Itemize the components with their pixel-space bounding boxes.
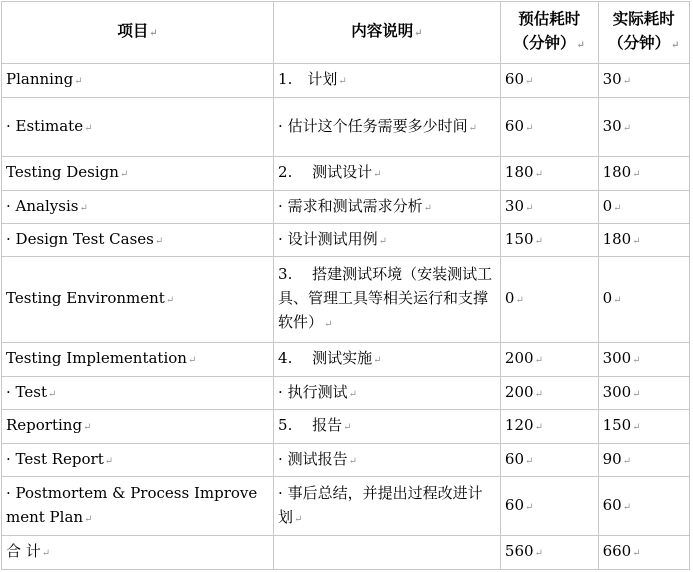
header-description: 内容说明↵ <box>274 2 501 64</box>
total-estimated: 560↵ <box>500 536 598 570</box>
table-row <box>2 410 690 444</box>
cell-estimated: 200↵ <box>500 343 598 377</box>
cell-actual: 0↵ <box>598 191 689 224</box>
cell-estimated: 0↵ <box>500 257 598 343</box>
cell-item: · Design Test Cases↵ <box>2 224 274 257</box>
cell-description: · 需求和测试需求分析↵ <box>274 191 501 224</box>
header-actual-time: 实际耗时（分钟）↵ <box>598 2 689 64</box>
table-row <box>2 444 690 477</box>
cell-description: · 测试报告↵ <box>274 444 501 477</box>
cell-description: 5. 报告↵ <box>274 410 501 444</box>
cell-item: · Estimate↵ <box>2 98 274 157</box>
cell-estimated: 30↵ <box>500 191 598 224</box>
cell-estimated: 60↵ <box>500 444 598 477</box>
total-row <box>2 536 690 570</box>
table-row <box>2 157 690 191</box>
psp-time-table <box>1 1 690 570</box>
header-item: 项目↵ <box>2 2 274 64</box>
cell-description: · 设计测试用例↵ <box>274 224 501 257</box>
table-row <box>2 477 690 536</box>
cell-estimated: 120↵ <box>500 410 598 444</box>
cell-estimated: 180↵ <box>500 157 598 191</box>
cell-description: 4. 测试实施↵ <box>274 343 501 377</box>
cell-estimated: 60↵ <box>500 64 598 98</box>
cell-actual: 90↵ <box>598 444 689 477</box>
table-row <box>2 257 690 343</box>
cell-item: · Postmortem & Process Improvement Plan↵ <box>2 477 274 536</box>
total-description <box>274 536 501 570</box>
cell-actual: 300↵ <box>598 343 689 377</box>
cell-actual: 0↵ <box>598 257 689 343</box>
cell-actual: 30↵ <box>598 64 689 98</box>
cell-item: Testing Environment↵ <box>2 257 274 343</box>
cell-description: · 估计这个任务需要多少时间↵ <box>274 98 501 157</box>
cell-item: Reporting↵ <box>2 410 274 444</box>
cell-estimated: 60↵ <box>500 98 598 157</box>
cell-actual: 180↵ <box>598 157 689 191</box>
cell-description: 2. 测试设计↵ <box>274 157 501 191</box>
table-row <box>2 191 690 224</box>
cell-estimated: 150↵ <box>500 224 598 257</box>
cell-description: · 事后总结，并提出过程改进计划↵ <box>274 477 501 536</box>
table-row <box>2 377 690 410</box>
total-actual: 660↵ <box>598 536 689 570</box>
cell-item: Testing Design↵ <box>2 157 274 191</box>
cell-actual: 150↵ <box>598 410 689 444</box>
cell-actual: 60↵ <box>598 477 689 536</box>
header-estimated-time: 预估耗时（分钟）↵ <box>500 2 598 64</box>
cell-estimated: 200↵ <box>500 377 598 410</box>
table-row <box>2 64 690 98</box>
cell-item: · Test↵ <box>2 377 274 410</box>
cell-actual: 180↵ <box>598 224 689 257</box>
cell-item: · Test Report↵ <box>2 444 274 477</box>
cell-description: · 执行测试↵ <box>274 377 501 410</box>
cell-description: 3. 搭建测试环境（安装测试工具、管理工具等相关运行和支撑软件）↵ <box>274 257 501 343</box>
table-row <box>2 343 690 377</box>
cell-item: Planning↵ <box>2 64 274 98</box>
header-row <box>2 2 690 64</box>
table-row <box>2 98 690 157</box>
cell-estimated: 60↵ <box>500 477 598 536</box>
cell-actual: 30↵ <box>598 98 689 157</box>
cell-item: · Analysis↵ <box>2 191 274 224</box>
cell-description: 1. 计划↵ <box>274 64 501 98</box>
table-row <box>2 224 690 257</box>
cell-item: Testing Implementation↵ <box>2 343 274 377</box>
cell-actual: 300↵ <box>598 377 689 410</box>
total-label: 合 计↵ <box>2 536 274 570</box>
